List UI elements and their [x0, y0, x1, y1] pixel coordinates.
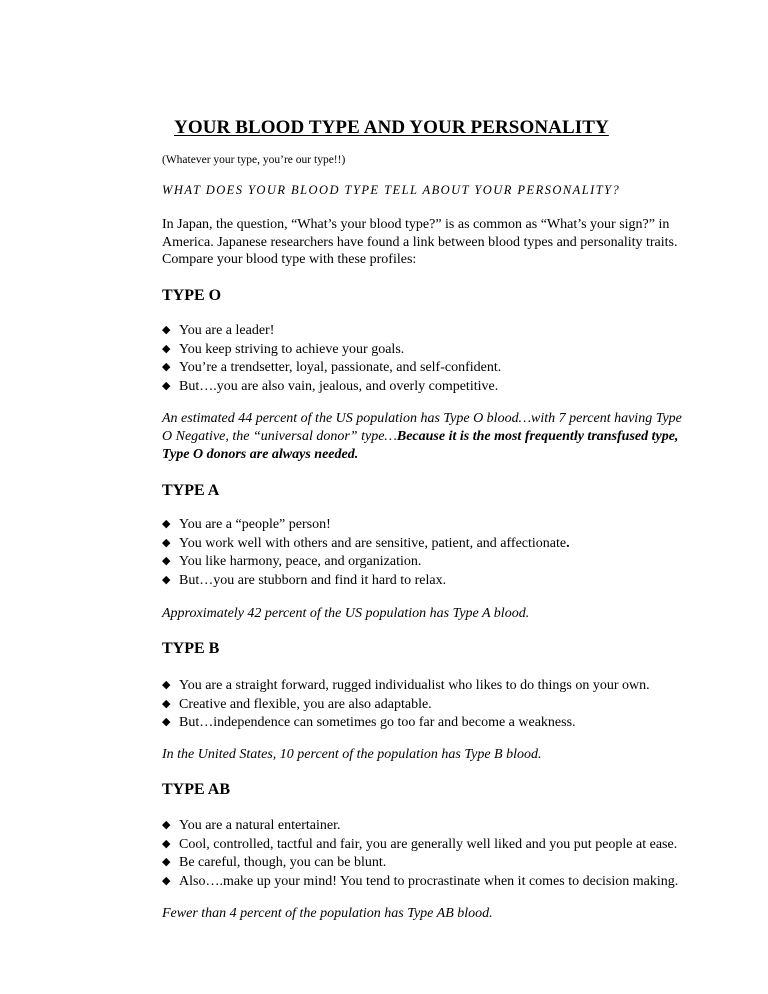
- list-item: ◆ Be careful, though, you can be blunt.: [162, 855, 387, 870]
- subtitle: (Whatever your type, you’re our type!!): [162, 154, 346, 166]
- bullet-list-type-o: [162, 321, 501, 395]
- list-item: ◆ You are a straight forward, rugged individualist who likes to do things on your own.: [162, 678, 650, 693]
- list-item: ◆ Also….make up your mind! You tend to procrastinate when it comes to decision making.: [162, 873, 679, 889]
- diamond-icon: ◆: [162, 856, 171, 868]
- list-item: ◆ You are a natural entertainer.: [162, 818, 341, 833]
- heading-type-o: TYPE O: [162, 287, 222, 304]
- list-item: ◆ But…independence can sometimes go too far and become a weakness.: [162, 715, 576, 730]
- diamond-icon: ◆: [162, 361, 171, 373]
- diamond-icon: ◆: [162, 679, 171, 691]
- note-line: Type O donors are always needed.: [162, 447, 359, 462]
- page-title: YOUR BLOOD TYPE AND YOUR PERSONALITY: [174, 117, 609, 138]
- list-item: ◆ You like harmony, peace, and organization.: [162, 554, 422, 569]
- diamond-icon: ◆: [162, 716, 171, 728]
- list-item: ◆ But…you are stubborn and find it hard to relax.: [162, 572, 447, 588]
- diamond-icon: ◆: [162, 837, 171, 850]
- heading-type-ab: TYPE AB: [162, 781, 231, 798]
- diamond-icon: ◆: [162, 697, 171, 710]
- diamond-icon: ◆: [162, 379, 171, 392]
- list-item: ◆ You’re a trendsetter, loyal, passionate, and self-confident.: [162, 360, 502, 375]
- diamond-icon: ◆: [162, 573, 171, 586]
- list-item: ◆ You are a leader!: [162, 323, 275, 338]
- diamond-icon: ◆: [162, 874, 171, 887]
- diamond-icon: ◆: [162, 536, 171, 549]
- diamond-icon: ◆: [162, 324, 171, 336]
- bullet-list-type-b: [162, 676, 650, 732]
- list-item: ◆ You are a “people” person!: [162, 517, 331, 532]
- diamond-icon: ◆: [162, 819, 171, 831]
- list-item: ◆ Cool, controlled, tactful and fair, you are generally well liked and you put people at ease.: [162, 836, 678, 852]
- diamond-icon: ◆: [162, 555, 171, 567]
- list-item: ◆ You keep striving to achieve your goals.: [162, 341, 405, 357]
- diamond-icon: ◆: [162, 342, 171, 355]
- note-line: O Negative, the “universal donor” type…Because it is the most frequently transfused type,: [162, 429, 679, 444]
- note-type-ab: Fewer than 4 percent of the population has Type AB blood.: [162, 906, 493, 921]
- diamond-icon: ◆: [162, 518, 171, 530]
- list-item: ◆ Creative and flexible, you are also adaptable.: [162, 696, 432, 712]
- intro-line: Compare your blood type with these profiles:: [162, 252, 417, 267]
- bullet-list-type-ab: [162, 816, 678, 890]
- note-type-b: In the United States, 10 percent of the population has Type B blood.: [162, 747, 542, 762]
- heading-type-a: TYPE A: [162, 482, 220, 499]
- question-heading: WHAT DOES YOUR BLOOD TYPE TELL ABOUT YOUR PERSONALITY?: [162, 183, 621, 197]
- note-type-a: Approximately 42 percent of the US population has Type A blood.: [162, 606, 530, 621]
- list-item: ◆ You work well with others and are sensitive, patient, and affectionate.: [162, 535, 570, 551]
- note-line: An estimated 44 percent of the US population has Type O blood…with 7 percent having Type: [162, 411, 682, 426]
- intro-paragraph: [162, 216, 742, 269]
- heading-type-b: TYPE B: [162, 640, 220, 657]
- intro-line: In Japan, the question, “What’s your blood type?” is as common as “What’s your sign?” in: [162, 217, 670, 232]
- list-item: ◆ But….you are also vain, jealous, and overly competitive.: [162, 378, 499, 394]
- intro-line: America. Japanese researchers have found a link between blood types and personality traits.: [162, 234, 678, 250]
- bullet-list-type-a: [162, 515, 570, 589]
- note-type-o: [162, 410, 682, 464]
